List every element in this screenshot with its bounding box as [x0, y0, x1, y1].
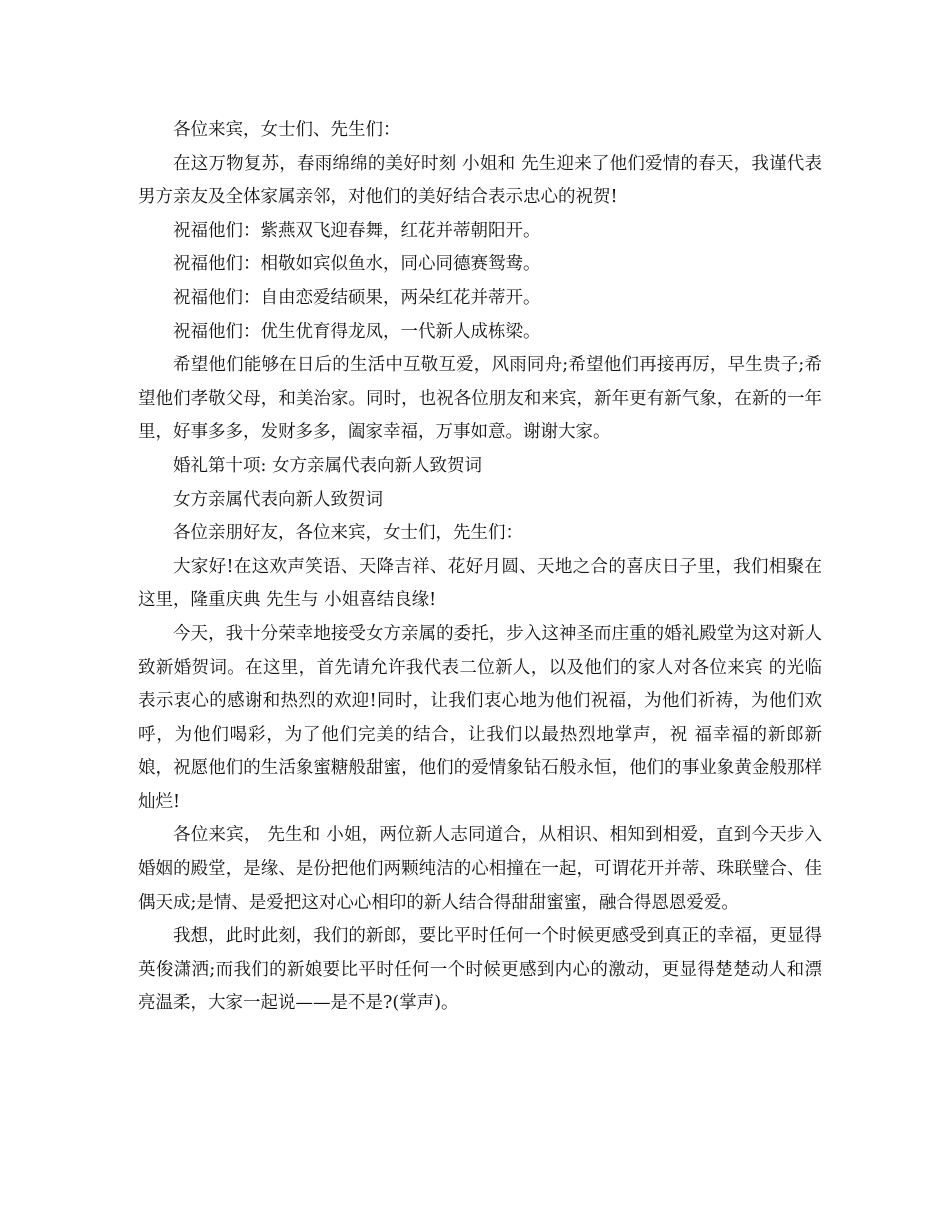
section-heading: 婚礼第十项: 女方亲属代表向新人致贺词	[173, 455, 482, 476]
blessing-line: 祝福他们：优生优育得龙凤，一代新人成栋梁。	[173, 321, 541, 342]
speech-paragraph: 我想，此时此刻，我们的新郎，要比平时任何一个时候更感受到真正的幸福，更显得英俊潇洒;而我们的新娘要比平时任何一个时候更感到内心的激动，更显得楚楚动人和漂亮温柔，大家一起说——是不是?(掌声)。	[138, 926, 822, 1014]
speech-paragraph: 各位来宾， 先生和 小姐，两位新人志同道合，从相识、相知到相爱，直到今天步入婚姻的殿堂，是缘、是份把他们两颗纯洁的心相撞在一起，可谓花开并蒂、珠联璧合、佳偶天成;是情、是爱把这对心心相印的新人结合得甜甜蜜蜜，融合得恩恩爱爱。	[138, 825, 822, 913]
speech-paragraph: 大家好!在这欢声笑语、天降吉祥、花好月圆、天地之合的喜庆日子里，我们相聚在这里，隆重庆典 先生与 小姐喜结良缘!	[138, 556, 822, 611]
document-body	[138, 114, 822, 1021]
section-subheading: 女方亲属代表向新人致贺词	[173, 489, 383, 510]
speech-paragraph: 希望他们能够在日后的生活中互敬互爱，风雨同舟;希望他们再接再厉，早生贵子;希望他们孝敬父母，和美治家。同时，也祝各位朋友和来宾，新年更有新气象，在新的一年里，好事多多，发财多多，阖家幸福，万事如意。谢谢大家。	[138, 355, 822, 443]
blessing-line: 祝福他们：紫燕双飞迎春舞，红花并蒂朝阳开。	[173, 220, 541, 241]
salutation-paragraph: 各位来宾，女士们、先生们：	[173, 120, 401, 140]
blessing-line: 祝福他们：相敬如宾似鱼水，同心同德赛鸳鸯。	[173, 254, 541, 275]
speech-paragraph: 在这万物复苏，春雨绵绵的美好时刻 小姐和 先生迎来了他们爱情的春天，我谨代表男方亲友及全体家属亲邻，对他们的美好结合表示忠心的祝贺!	[138, 153, 822, 208]
blessing-line: 祝福他们：自由恋爱结硕果，两朵红花并蒂开。	[173, 287, 541, 308]
speech-paragraph: 今天，我十分荣幸地接受女方亲属的委托，步入这神圣而庄重的婚礼殿堂为这对新人致新婚贺词。在这里，首先请允许我代表二位新人，以及他们的家人对各位来宾 的光临表示衷心的感谢和热烈的欢迎!同时，让我们衷心地为他们祝福，为他们祈祷，为他们欢呼，为他们喝彩，为了他们完美的结合，让我们以最热烈地掌声，祝 福幸福的新郎新娘，祝愿他们的生活象蜜糖般甜蜜，他们的爱情象钻石般永恒，他们的事业象黄金般那样灿烂!	[138, 623, 822, 812]
salutation-paragraph: 各位亲朋好友，各位来宾，女士们，先生们：	[173, 523, 523, 544]
